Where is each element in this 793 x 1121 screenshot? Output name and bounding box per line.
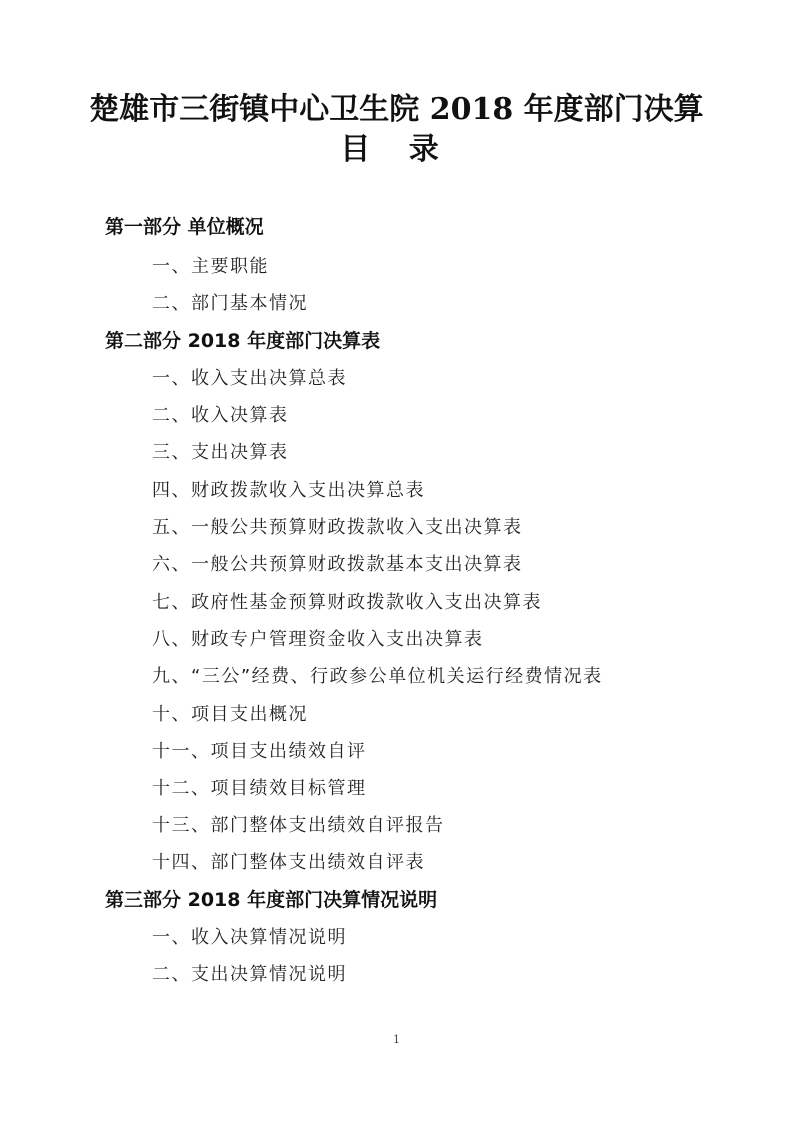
document-title: 楚雄市三街镇中心卫生院 2018 年度部门决算 xyxy=(89,92,704,127)
toc-item: 一、主要职能 xyxy=(152,256,269,277)
toc-heading: 目 录 xyxy=(340,132,453,167)
toc-item: 十二、项目绩效目标管理 xyxy=(152,778,367,799)
toc-item: 四、财政拨款收入支出决算总表 xyxy=(152,480,425,501)
toc-item: 二、支出决算情况说明 xyxy=(152,964,347,985)
toc-item: 三、支出决算表 xyxy=(152,442,289,463)
toc-item: 二、收入决算表 xyxy=(152,405,289,426)
toc-item: 八、财政专户管理资金收入支出决算表 xyxy=(152,629,484,650)
toc-part-2-heading: 第二部分 2018 年度部门决算表 xyxy=(105,330,381,352)
toc-item: 一、收入决算情况说明 xyxy=(152,927,347,948)
toc-item: 一、收入支出决算总表 xyxy=(152,368,347,389)
toc-item: 十一、项目支出绩效自评 xyxy=(152,741,367,762)
toc-item: 十三、部门整体支出绩效自评报告 xyxy=(152,815,445,836)
toc-item: 二、部门基本情况 xyxy=(152,293,308,314)
toc-item: 六、一般公共预算财政拨款基本支出决算表 xyxy=(152,554,523,575)
toc-part-1-heading: 第一部分 单位概况 xyxy=(105,216,264,238)
toc-item: 十四、部门整体支出绩效自评表 xyxy=(152,852,425,873)
toc-item: 五、一般公共预算财政拨款收入支出决算表 xyxy=(152,517,523,538)
toc-item: 七、政府性基金预算财政拨款收入支出决算表 xyxy=(152,592,542,613)
page-number: 1 xyxy=(393,1033,400,1046)
toc-part-3-heading: 第三部分 2018 年度部门决算情况说明 xyxy=(105,889,438,911)
toc-item: 十、项目支出概况 xyxy=(152,704,308,725)
toc-item: 九、“三公”经费、行政参公单位机关运行经费情况表 xyxy=(152,666,603,687)
